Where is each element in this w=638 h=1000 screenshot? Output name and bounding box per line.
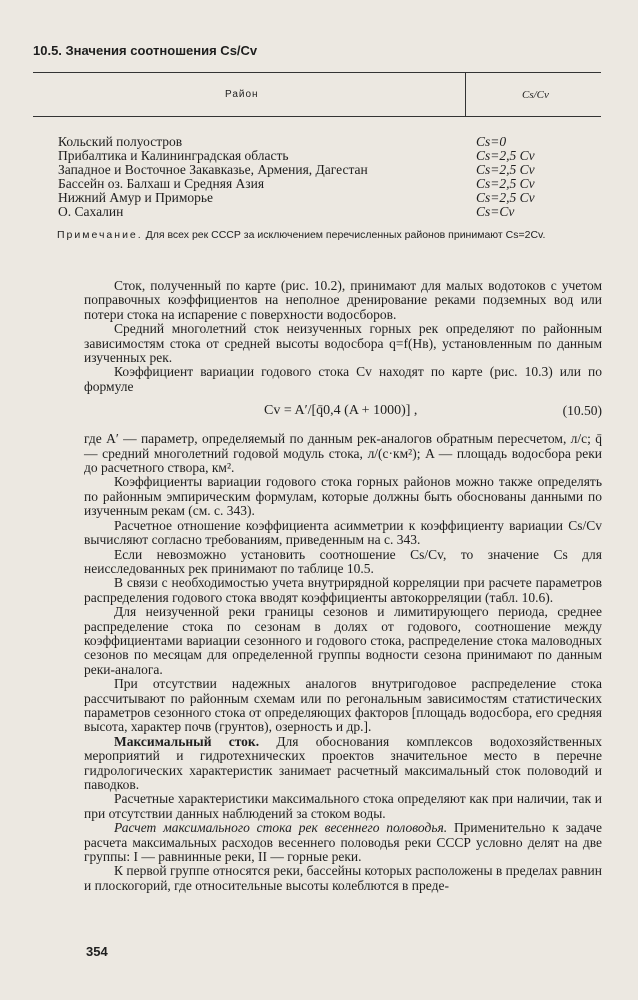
- paragraph: Расчетные характеристики максимального стока определяют как при наличии, так и при отсутствии данных наблюдений за стоком воды.: [84, 791, 602, 821]
- column-header-region: Район: [225, 89, 259, 100]
- row-region: Прибалтика и Калининградская область: [58, 148, 289, 163]
- table-column-divider: [465, 72, 466, 116]
- row-region: Нижний Амур и Приморье: [58, 190, 214, 205]
- page-number: 354: [86, 944, 108, 959]
- max-flow-heading: Максимальный сток.: [114, 733, 260, 749]
- note-label: Примечание.: [57, 229, 143, 241]
- row-value: Cs=0: [476, 134, 507, 149]
- row-region: Западное и Восточное Закавказье, Армения, Дагестан: [58, 162, 368, 177]
- max-flow-paragraph: [84, 735, 602, 793]
- table-header-rule: [33, 116, 601, 117]
- row-region: О. Сахалин: [58, 204, 124, 219]
- paragraph: Если невозможно установить соотношение Cs/Cv, то значение Cs для неисследованных рек принимают по таблице 10.5.: [84, 546, 602, 576]
- formula-10-50: [84, 394, 602, 432]
- body-text: [84, 279, 602, 893]
- table-title: 10.5. Значения соотношения Cs/Cv: [33, 43, 258, 58]
- column-header-ratio: Cs/Cv: [522, 89, 549, 101]
- max-flow-text: Для обоснования комплексов водохозяйственных мероприятий и гидротехнических проектов значительное место в перечне гидрологических характеристик занимает расчетный максимальный сток половодий и паводков.: [84, 733, 602, 792]
- paragraph: Расчетное отношение коэффициента асимметрии к коэффициенту вариации Cs/Cv вычисляют согласно требованиям, приведенным на с. 343.: [84, 517, 602, 548]
- spring-flood-paragraph: [84, 821, 602, 864]
- paragraph: Коэффициент вариации годового стока Cv находят по карте (рис. 10.3) или по формуле: [84, 364, 602, 394]
- formula-number: (10.50): [562, 403, 602, 419]
- paragraph: В связи с необходимостью учета внутрирядной корреляции при расчете параметров распределения годового стока вводят коэффициенты автокорреляции (табл. 10.6).: [84, 575, 602, 605]
- spring-flood-text: Применительно к задаче расчета максимальных расходов весеннего половодья реки СССР условно делят на две группы: I — равнинные реки, II — горные реки.: [84, 820, 603, 865]
- row-value: Cs=2,5 Cv: [476, 176, 535, 191]
- table-top-rule: [33, 72, 601, 73]
- paragraph: Сток, полученный по карте (рис. 10.2), принимают для малых водотоков с учетом поправочных коэффициентов на неполное дренирование реками подземных вод или потери стока на испарение с поверхности водосборов.: [84, 278, 602, 322]
- paragraph: Средний многолетний сток неизученных горных рек определяют по районным зависимостям стока от средней высоты водосбора q=f(Hв), установленным по данным изученных рек.: [84, 321, 602, 366]
- row-value: Cs=Cv: [476, 204, 515, 219]
- table-note: [57, 228, 602, 242]
- note-text: Для всех рек СССР за исключением перечисленных районов принимают Cs=2Cv.: [145, 229, 546, 241]
- row-value: Cs=2,5 Cv: [476, 162, 535, 177]
- paragraph: где A′ — параметр, определяемый по данным рек-аналогов обратным пересчетом, л/с; q̄ — средний многолетний годовой модуль стока, л/(с·км²); A — площадь водосбора реки до расчетного створа, км².: [84, 431, 602, 476]
- row-value: Cs=2,5 Cv: [476, 148, 535, 163]
- formula-expression: Cv = A′/[q̄0,4 (A + 1000)] ,: [264, 403, 418, 419]
- paragraph: К первой группе относятся реки, бассейны которых расположены в пределах равнин и плоскогорий, где относительные высоты колеблются в преде-: [84, 863, 602, 893]
- row-region: Кольский полуостров: [58, 134, 183, 149]
- row-region: Бассейн оз. Балхаш и Средняя Азия: [58, 176, 265, 191]
- paragraph: Для неизученной реки границы сезонов и лимитирующего периода, среднее распределение стока по сезонам в долях от годового, соотношение между коэффициентами вариации сезонного и годового стока, распределение стока маловодных сезонов по месяцам для определенной группы водности сезона принимают по данным реки-аналога.: [84, 604, 602, 677]
- spring-flood-heading: Расчет максимального стока рек весеннего половодья.: [114, 820, 448, 836]
- row-value: Cs=2,5 Cv: [476, 190, 535, 205]
- paragraph: При отсутствии надежных аналогов внутригодовое распределение стока рассчитывают по районным схемам или по регональным зависимостям статистических параметров сезонного стока от определяющих факторов [площадь водосбора, его средняя высота, характер почв (грунтов), озерность и др.].: [84, 676, 602, 735]
- paragraph: Коэффициенты вариации годового стока горных районов можно также определять по районным эмпирическим формулам, которые должны быть обоснованы данными по изученным рекам (см. с. 343).: [84, 474, 602, 519]
